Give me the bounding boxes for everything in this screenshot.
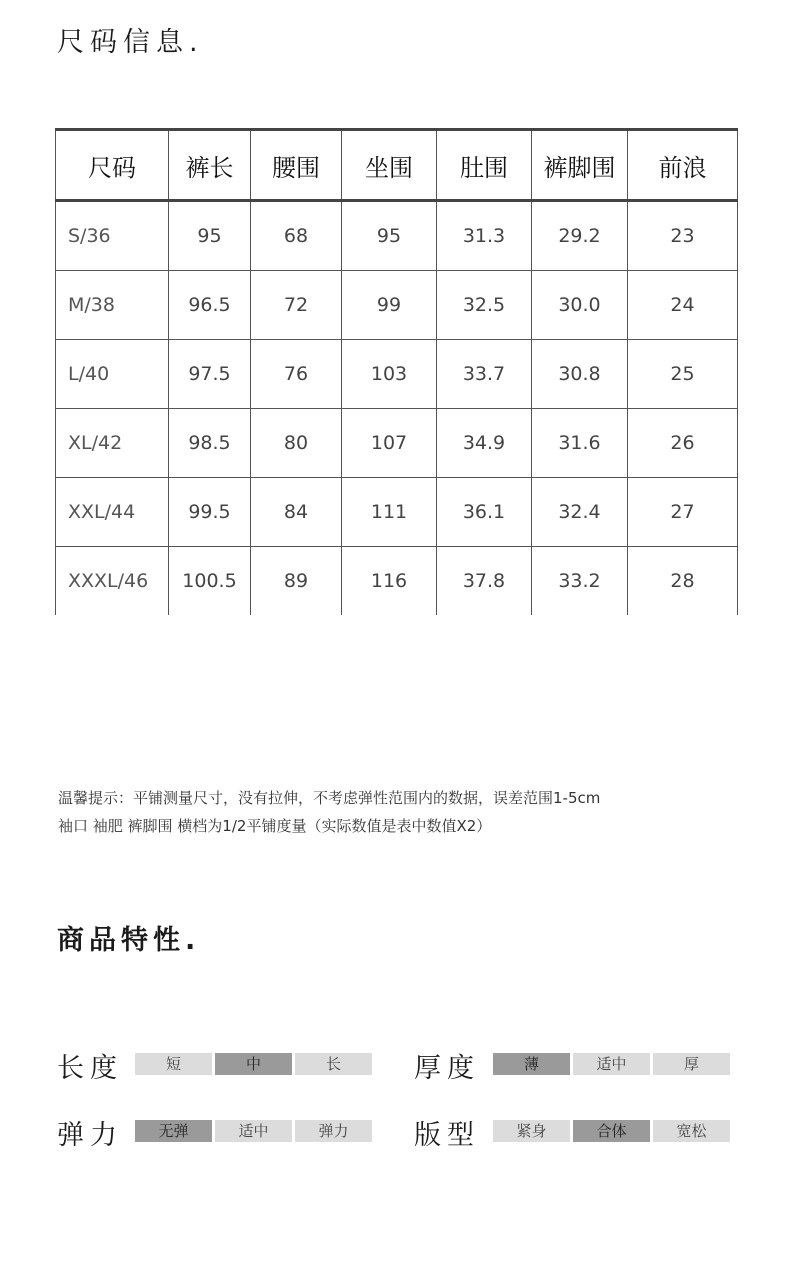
length-option: 短 bbox=[135, 1053, 212, 1075]
attr-label-fit: 版型 bbox=[414, 1120, 480, 1151]
table-cell: S/36 bbox=[56, 201, 169, 271]
header-leg-opening: 裤脚围 bbox=[532, 130, 628, 201]
tip-line-2: 袖口 袖肥 裤脚围 横档为1/2平铺度量（实际数值是表中数值X2） bbox=[58, 817, 492, 835]
header-waist: 腰围 bbox=[251, 130, 342, 201]
features-title: 商品特性. bbox=[57, 925, 201, 956]
thickness-option: 适中 bbox=[573, 1053, 650, 1075]
table-row bbox=[56, 478, 738, 547]
table-cell: 30.0 bbox=[532, 271, 628, 340]
table-cell: 68 bbox=[251, 201, 342, 271]
table-cell: 76 bbox=[251, 340, 342, 409]
table-cell: 103 bbox=[342, 340, 437, 409]
table-cell: 98.5 bbox=[169, 409, 251, 478]
tip-line-1: 温馨提示：平铺测量尺寸，没有拉伸，不考虑弹性范围内的数据，误差范围1-5cm bbox=[58, 789, 601, 807]
fit-option: 宽松 bbox=[653, 1120, 730, 1142]
table-cell: 33.2 bbox=[532, 547, 628, 616]
table-cell: 25 bbox=[628, 340, 738, 409]
length-scale bbox=[135, 1053, 372, 1075]
table-cell: 111 bbox=[342, 478, 437, 547]
table-cell: XXL/44 bbox=[56, 478, 169, 547]
header-hip: 坐围 bbox=[342, 130, 437, 201]
table-cell: 26 bbox=[628, 409, 738, 478]
table-cell: 100.5 bbox=[169, 547, 251, 616]
size-table bbox=[55, 128, 738, 615]
fit-scale bbox=[493, 1120, 730, 1142]
table-cell: 84 bbox=[251, 478, 342, 547]
table-cell: 33.7 bbox=[437, 340, 532, 409]
table-cell: XXXL/46 bbox=[56, 547, 169, 616]
attr-label-length: 长度 bbox=[57, 1053, 123, 1084]
table-cell: 29.2 bbox=[532, 201, 628, 271]
table-cell: 107 bbox=[342, 409, 437, 478]
table-cell: 72 bbox=[251, 271, 342, 340]
table-cell: 34.9 bbox=[437, 409, 532, 478]
attr-label-elasticity: 弹力 bbox=[57, 1120, 123, 1151]
table-cell: 99 bbox=[342, 271, 437, 340]
length-option: 中 bbox=[215, 1053, 292, 1075]
table-cell: 31.3 bbox=[437, 201, 532, 271]
table-cell: L/40 bbox=[56, 340, 169, 409]
thickness-option: 厚 bbox=[653, 1053, 730, 1075]
table-cell: 32.5 bbox=[437, 271, 532, 340]
table-cell: 95 bbox=[169, 201, 251, 271]
elasticity-option: 适中 bbox=[215, 1120, 292, 1142]
table-row bbox=[56, 271, 738, 340]
fit-option: 合体 bbox=[573, 1120, 650, 1142]
elasticity-option: 弹力 bbox=[295, 1120, 372, 1142]
table-cell: 32.4 bbox=[532, 478, 628, 547]
header-pants-length: 裤长 bbox=[169, 130, 251, 201]
size-info-title: 尺码信息. bbox=[57, 27, 204, 58]
table-header-row bbox=[56, 130, 738, 201]
header-belly: 肚围 bbox=[437, 130, 532, 201]
table-cell: 23 bbox=[628, 201, 738, 271]
elasticity-scale bbox=[135, 1120, 372, 1142]
elasticity-option: 无弹 bbox=[135, 1120, 212, 1142]
length-option: 长 bbox=[295, 1053, 372, 1075]
table-cell: 37.8 bbox=[437, 547, 532, 616]
table-cell: 96.5 bbox=[169, 271, 251, 340]
table-cell: 36.1 bbox=[437, 478, 532, 547]
table-row bbox=[56, 409, 738, 478]
table-cell: 24 bbox=[628, 271, 738, 340]
table-cell: 30.8 bbox=[532, 340, 628, 409]
table-cell: 80 bbox=[251, 409, 342, 478]
table-cell: 116 bbox=[342, 547, 437, 616]
table-cell: XL/42 bbox=[56, 409, 169, 478]
header-front-rise: 前浪 bbox=[628, 130, 738, 201]
table-row bbox=[56, 340, 738, 409]
table-cell: 31.6 bbox=[532, 409, 628, 478]
fit-option: 紧身 bbox=[493, 1120, 570, 1142]
attr-label-thickness: 厚度 bbox=[414, 1053, 480, 1084]
table-row bbox=[56, 547, 738, 616]
table-cell: 27 bbox=[628, 478, 738, 547]
thickness-option: 薄 bbox=[493, 1053, 570, 1075]
table-cell: 99.5 bbox=[169, 478, 251, 547]
table-cell: 95 bbox=[342, 201, 437, 271]
table-cell: 97.5 bbox=[169, 340, 251, 409]
thickness-scale bbox=[493, 1053, 730, 1075]
table-row bbox=[56, 201, 738, 271]
table-cell: M/38 bbox=[56, 271, 169, 340]
table-cell: 28 bbox=[628, 547, 738, 616]
table-cell: 89 bbox=[251, 547, 342, 616]
header-size: 尺码 bbox=[56, 130, 169, 201]
